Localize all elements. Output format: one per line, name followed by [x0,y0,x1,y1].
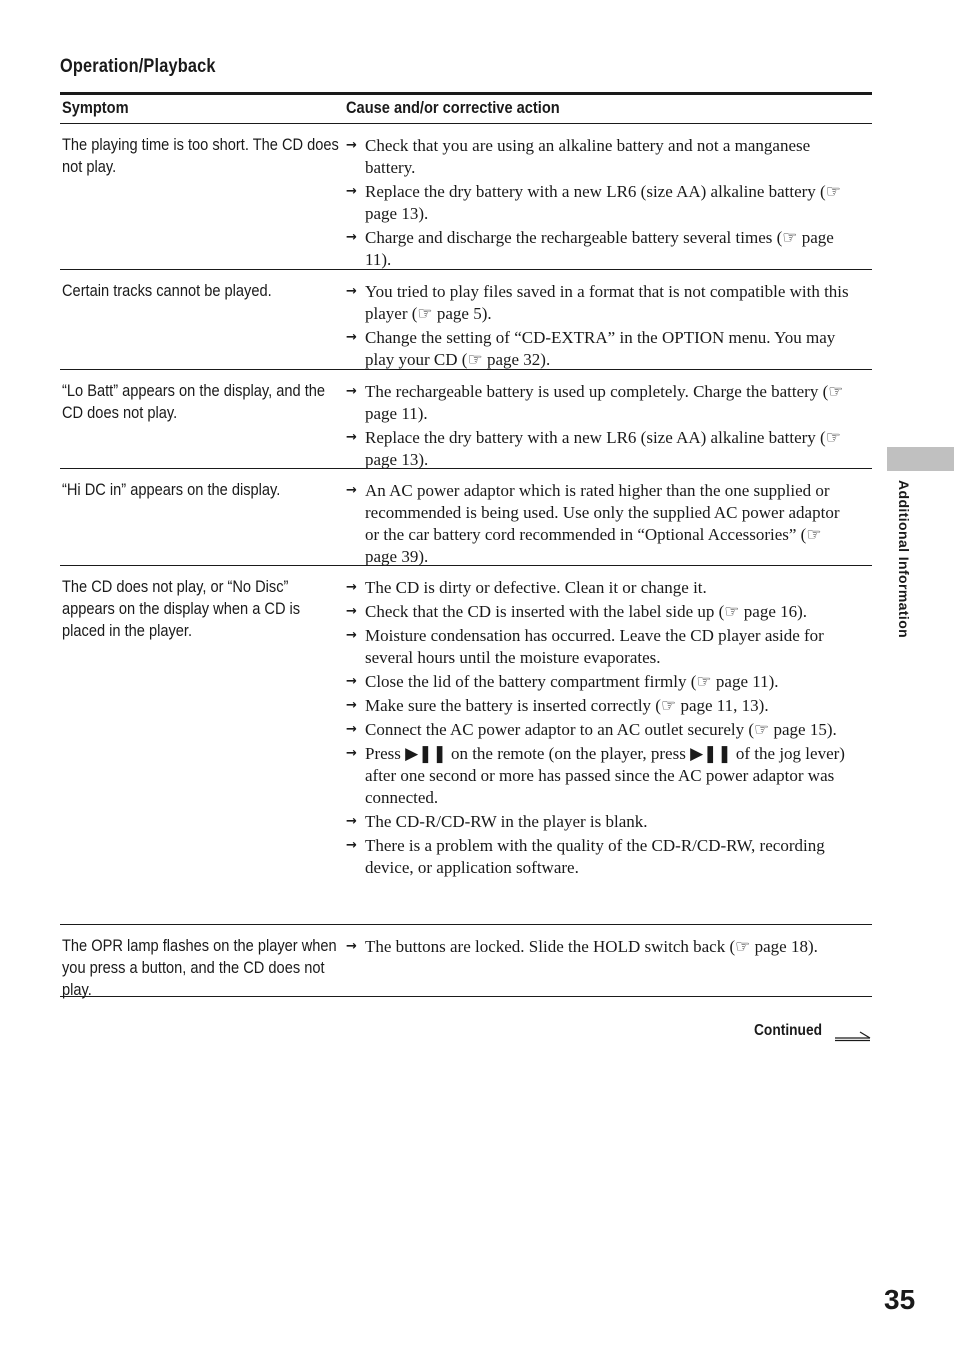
arrow-icon: → [346,838,357,853]
cause-item: → Connect the AC power adaptor to an AC outlet securely (☞ page 15). [346,720,837,739]
header-symptom: Symptom [62,98,129,117]
arrow-icon: → [346,284,357,299]
cause-item: → Moisture condensation has occurred. Leave the CD player aside for several hours until the moisture evaporates. [346,626,824,667]
cause-item: → The CD is dirty or defective. Clean it or change it. [346,578,707,597]
arrow-icon: → [346,430,357,445]
arrow-icon: → [346,698,357,713]
header-cause: Cause and/or corrective action [346,98,560,117]
symptom-text: “Lo Batt” appears on the display, and the CD does not play. [62,381,326,422]
cause-item: → Change the setting of “CD-EXTRA” in the OPTION menu. You may play your CD (☞ page 32). [346,328,836,369]
arrow-icon: → [346,330,357,345]
cause-item: → The CD-R/CD-RW in the player is blank. [346,812,648,831]
table-row [60,469,872,566]
cause-item: → Check that you are using an alkaline battery and not a manganese battery. [346,136,811,177]
symptom-text: The OPR lamp flashes on the player when you press a button, and the CD does not play. [62,936,337,999]
cause-item: → An AC power adaptor which is rated higher than the one supplied or recommended is being used. Use only the supplied AC power adaptor or the car battery cord recommended in “Optional Accessories” (☞ page 39). [346,481,840,566]
cause-item: → Replace the dry battery with a new LR6 (size AA) alkaline battery (☞ page 13). [346,428,841,469]
table-row [60,566,872,925]
section-tab-marker [887,447,954,471]
arrow-icon: → [346,230,357,245]
symptom-text: The CD does not play, or “No Disc” appears on the display when a CD is placed in the player. [62,577,301,640]
arrow-icon: → [346,604,357,619]
table-row [60,270,872,370]
table-header [60,95,872,124]
continued-arrow-icon [834,1030,872,1042]
section-title: Operation/Playback [60,56,216,77]
symptom-text: The playing time is too short. The CD does not play. [62,135,339,176]
symptom-text: “Hi DC in” appears on the display. [62,480,281,499]
arrow-icon: → [346,384,357,399]
cause-item: → The buttons are locked. Slide the HOLD switch back (☞ page 18). [346,937,818,956]
cause-item: → There is a problem with the quality of the CD-R/CD-RW, recording device, or application software. [346,836,825,877]
cause-item: → Close the lid of the battery compartment firmly (☞ page 11). [346,672,779,691]
troubleshooting-table [60,92,872,997]
cause-item: → You tried to play files saved in a format that is not compatible with this player (☞ page 5). [346,282,849,323]
continued-label: Continued [754,1022,823,1039]
cause-item: → Replace the dry battery with a new LR6 (size AA) alkaline battery (☞ page 13). [346,182,841,223]
table-row [60,925,872,997]
table-row [60,124,872,270]
cause-item: → Charge and discharge the rechargeable battery several times (☞ page 11). [346,228,834,269]
arrow-icon: → [346,814,357,829]
side-section-label: Additional Information [896,480,912,639]
table-row [60,370,872,469]
page-number: 35 [884,1284,916,1315]
cause-item: → The rechargeable battery is used up completely. Charge the battery (☞ page 11). [346,382,844,423]
arrow-icon: → [346,628,357,643]
arrow-icon: → [346,138,357,153]
arrow-icon: → [346,746,357,761]
arrow-icon: → [346,483,357,498]
arrow-icon: → [346,184,357,199]
arrow-icon: → [346,939,357,954]
arrow-icon: → [346,674,357,689]
symptom-text: Certain tracks cannot be played. [62,281,272,300]
arrow-icon: → [346,580,357,595]
cause-item: → Press ▶❚❚ on the remote (on the player, press ▶❚❚ of the jog lever) after one second or more has passed since the AC power adaptor was connected. [346,744,845,807]
cause-item: → Make sure the battery is inserted correctly (☞ page 11, 13). [346,696,769,715]
arrow-icon: → [346,722,357,737]
cause-item: → Check that the CD is inserted with the label side up (☞ page 16). [346,602,808,621]
